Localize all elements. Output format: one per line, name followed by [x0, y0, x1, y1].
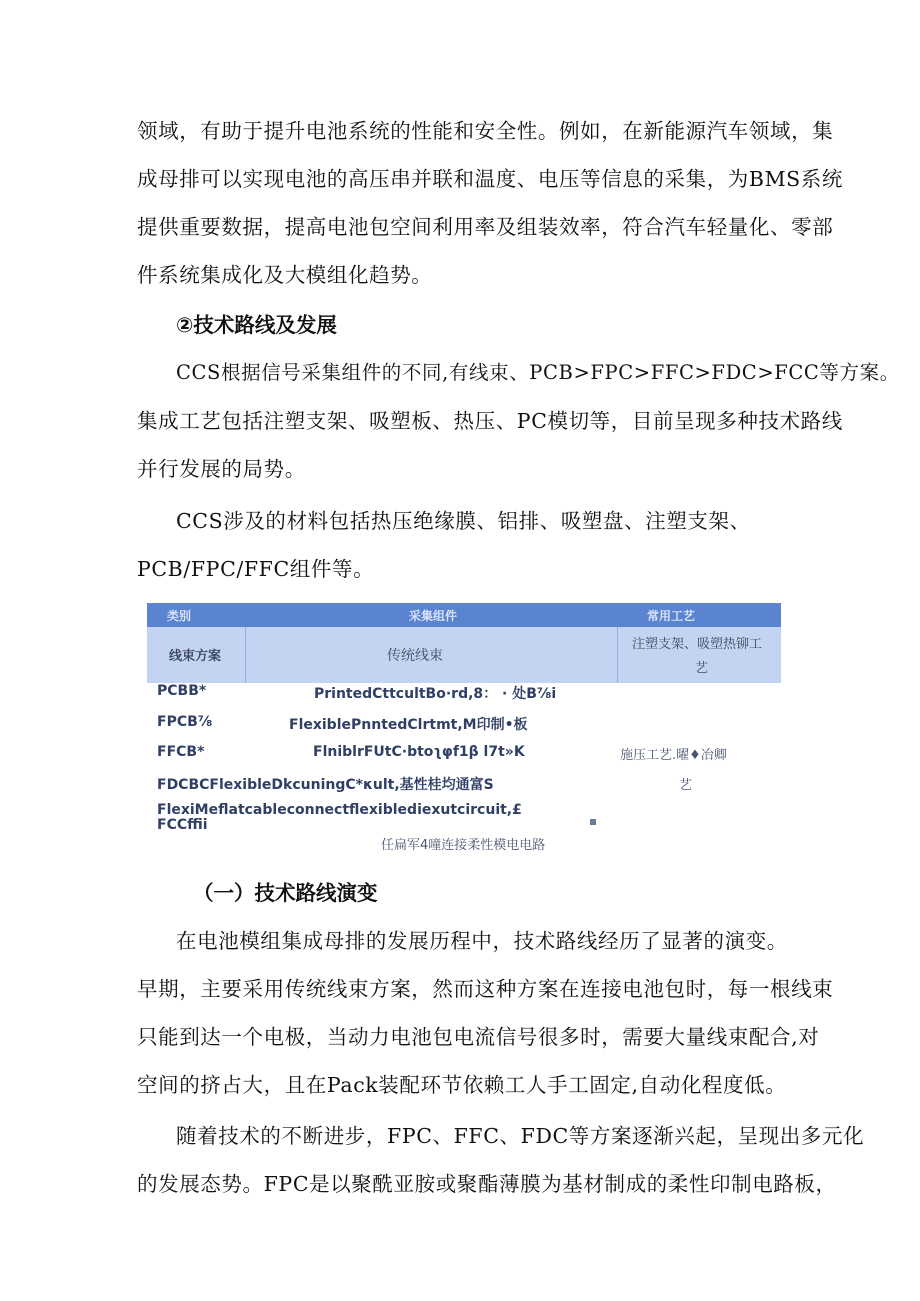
row-category: FCCffii: [157, 817, 208, 833]
table-row: [147, 627, 781, 683]
paragraph-4-line-4: 空间的挤占大，且在Pack装配环节依赖工人手工固定,自动化程度低。: [137, 1073, 787, 1097]
paragraph-4-line-3: 只能到达一个电极，当动力电池包电流信号很多时，需要大量线束配合,对: [137, 1025, 820, 1049]
row1-category: 线束方案: [169, 649, 222, 664]
row-category: PCBB*: [157, 683, 207, 699]
column-divider: [245, 627, 246, 683]
paragraph-5-line-1: 随着技术的不断进步，FPC、FFC、FDC等方案逐渐兴起，呈现出多元化: [176, 1124, 865, 1148]
row-component: FlniblrFUtC·btoʅφf1β l7t»K: [313, 744, 525, 760]
row-category: FlexiMeflatcableconnectflexiblediexutcircuit,£: [157, 802, 522, 818]
paragraph-3-line-2: PCB/FPC/FFC组件等。: [137, 557, 375, 581]
row1-component: 传统线束: [387, 648, 443, 664]
row-category: FPCB⅞: [157, 714, 213, 730]
paragraph-1-line-1: 领域，有助于提升电池系统的性能和安全性。例如，在新能源汽车领域，集: [137, 119, 834, 143]
table-header: [147, 603, 781, 627]
header-category: 类别: [167, 609, 192, 623]
row-process: 艺: [679, 778, 693, 793]
row-category: FFCB*: [157, 744, 205, 760]
row-process: 施压工艺.曜♦冶卿: [620, 748, 727, 763]
header-component: 采集组件: [409, 609, 458, 623]
row-component: FlexiblePnntedClrtmt,M印制•板: [289, 717, 528, 733]
paragraph-4-line-1: 在电池模组集成母排的发展历程中，技术路线经历了显著的演变。: [176, 929, 788, 953]
table-row-continuation: 任扁军4噇连接柔性模电电路: [381, 838, 546, 853]
paragraph-3-line-1: CCS涉及的材料包括热压绝缘膜、铝排、吸塑盘、注塑支架、: [176, 509, 751, 533]
paragraph-2-line-1: CCS根据信号采集组件的不同,有线束、PCB>FPC>FFC>FDC>FCC等方案。: [176, 361, 900, 384]
paragraph-1-line-2: 成母排可以实现电池的高压串并联和温度、电压等信息的采集，为BMS系统: [137, 167, 843, 191]
section-heading-route-evolution: （一）技术路线演变: [193, 881, 378, 905]
paragraph-4-line-2: 早期，主要采用传统线束方案，然而这种方案在连接电池包时，每一根线束: [137, 977, 834, 1001]
row1-process-line1: 注塑支架、吸塑热铆工: [632, 637, 763, 652]
row-category: FDCBCFlexibleDkcuningC*κult,基性桂均通富S: [157, 777, 494, 793]
paragraph-1-line-3: 提供重要数据，提高电池包空间利用率及组装效率，符合汽车轻量化、零部: [137, 215, 834, 239]
paragraph-2-line-2: 集成工艺包括注塑支架、吸塑板、热压、PC模切等，目前呈现多种技术路线: [137, 409, 843, 433]
column-divider: [617, 627, 618, 683]
table-marker: [590, 819, 596, 825]
header-process: 常用工艺: [647, 609, 696, 623]
section-heading-tech-route: ②技术路线及发展: [176, 313, 337, 337]
row-component: PrintedCttcultBo·rd,8： · 处B⅞i: [314, 686, 557, 702]
row1-process-line2: 艺: [695, 661, 709, 676]
paragraph-5-line-2: 的发展态势。FPC是以聚酰亚胺或聚酯薄膜为基材制成的柔性印制电路板，: [137, 1172, 837, 1196]
paragraph-2-line-3: 并行发展的局势。: [137, 457, 306, 481]
paragraph-1-line-4: 件系统集成化及大模组化趋势。: [137, 263, 433, 287]
